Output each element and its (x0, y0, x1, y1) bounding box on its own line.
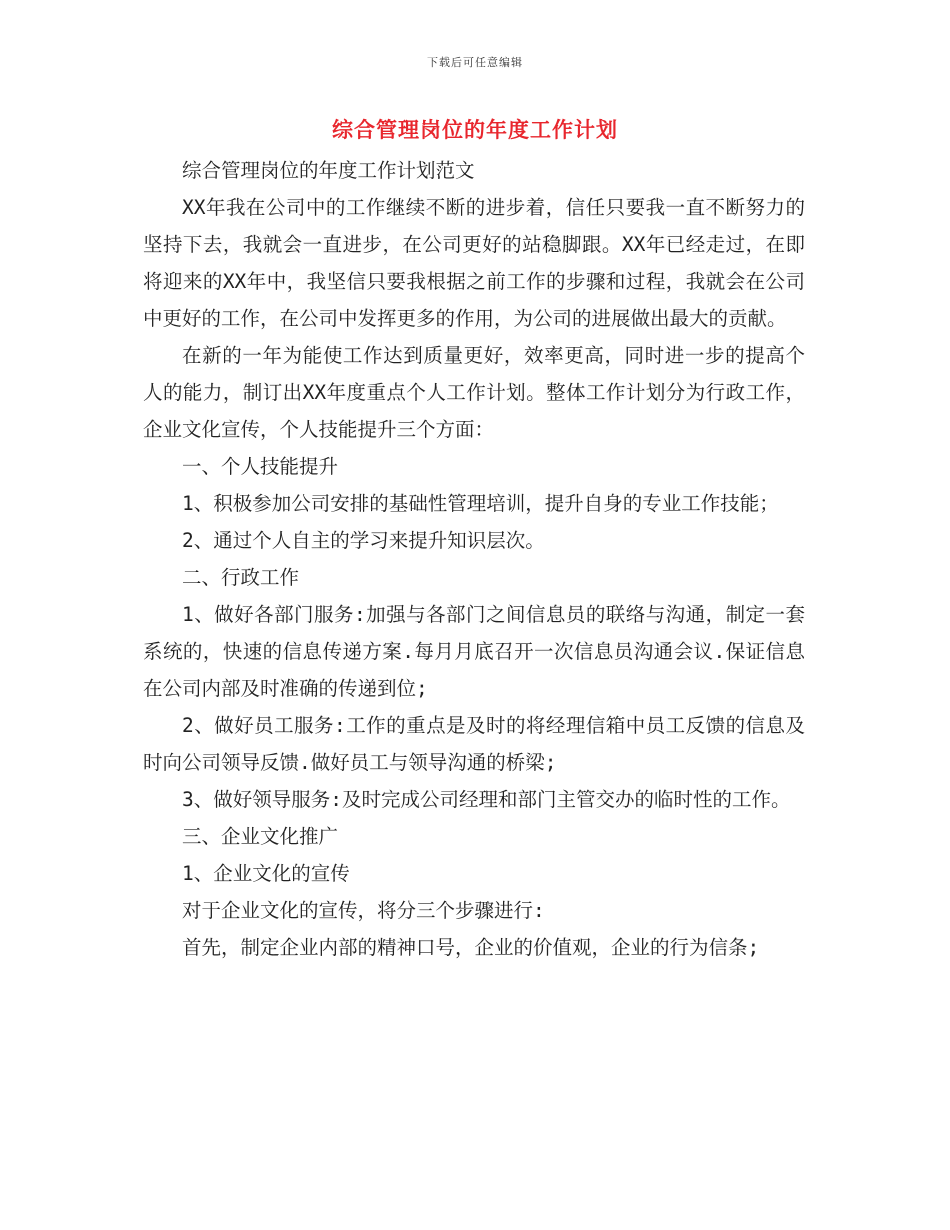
paragraph-item: 对于企业文化的宣传，将分三个步骤进行: (182, 899, 545, 922)
paragraph-item: 3、做好领导服务:及时完成公司经理和部门主管交办的临时性的工作。 (182, 788, 791, 811)
document-title: 综合管理岗位的年度工作计划 (332, 118, 618, 142)
paragraph-subtitle: 综合管理岗位的年度工作计划范文 (182, 159, 475, 182)
paragraph-intro: XX年我在公司中的工作继续不断的进步着，信任只要我一直不断努力的坚持下去，我就会一直进步，在公司更好的站稳脚跟。XX年已经走过，在即将迎来的XX年中，我坚信只要我根据之前工作的步骤和过程，我就会在公司中更好的工作，在公司中发挥更多的作用，为公司的进展做出最大的贡献。 (143, 196, 805, 330)
paragraph-item: 1、积极参加公司安排的基础性管理培训，提升自身的专业工作技能； (182, 492, 779, 515)
paragraph-item: 2、做好员工服务:工作的重点是及时的将经理信箱中员工反馈的信息及时向公司领导反馈.做好员工与领导沟通的桥梁; (143, 714, 805, 774)
document-body (143, 152, 805, 966)
section-heading-skills: 一、个人技能提升 (182, 455, 339, 478)
paragraph-plan-overview: 在新的一年为能使工作达到质量更好，效率更高，同时进一步的提高个人的能力，制订出XX年度重点个人工作计划。整体工作计划分为行政工作，企业文化宣传，个人技能提升三个方面： (143, 344, 805, 441)
paragraph-item: 首先，制定企业内部的精神口号，企业的价值观，企业的行为信条; (182, 936, 760, 959)
section-heading-culture: 三、企业文化推广 (182, 825, 339, 848)
paragraph-item: 1、企业文化的宣传 (182, 862, 350, 885)
header-note: 下载后可任意编辑 (427, 56, 523, 69)
section-heading-admin: 二、行政工作 (182, 566, 300, 589)
paragraph-item: 1、做好各部门服务:加强与各部门之间信息员的联络与沟通，制定一套系统的，快速的信息传递方案.每月月底召开一次信息员沟通会议.保证信息在公司内部及时准确的传递到位; (143, 603, 805, 700)
paragraph-item: 2、通过个人自主的学习来提升知识层次。 (182, 529, 545, 552)
